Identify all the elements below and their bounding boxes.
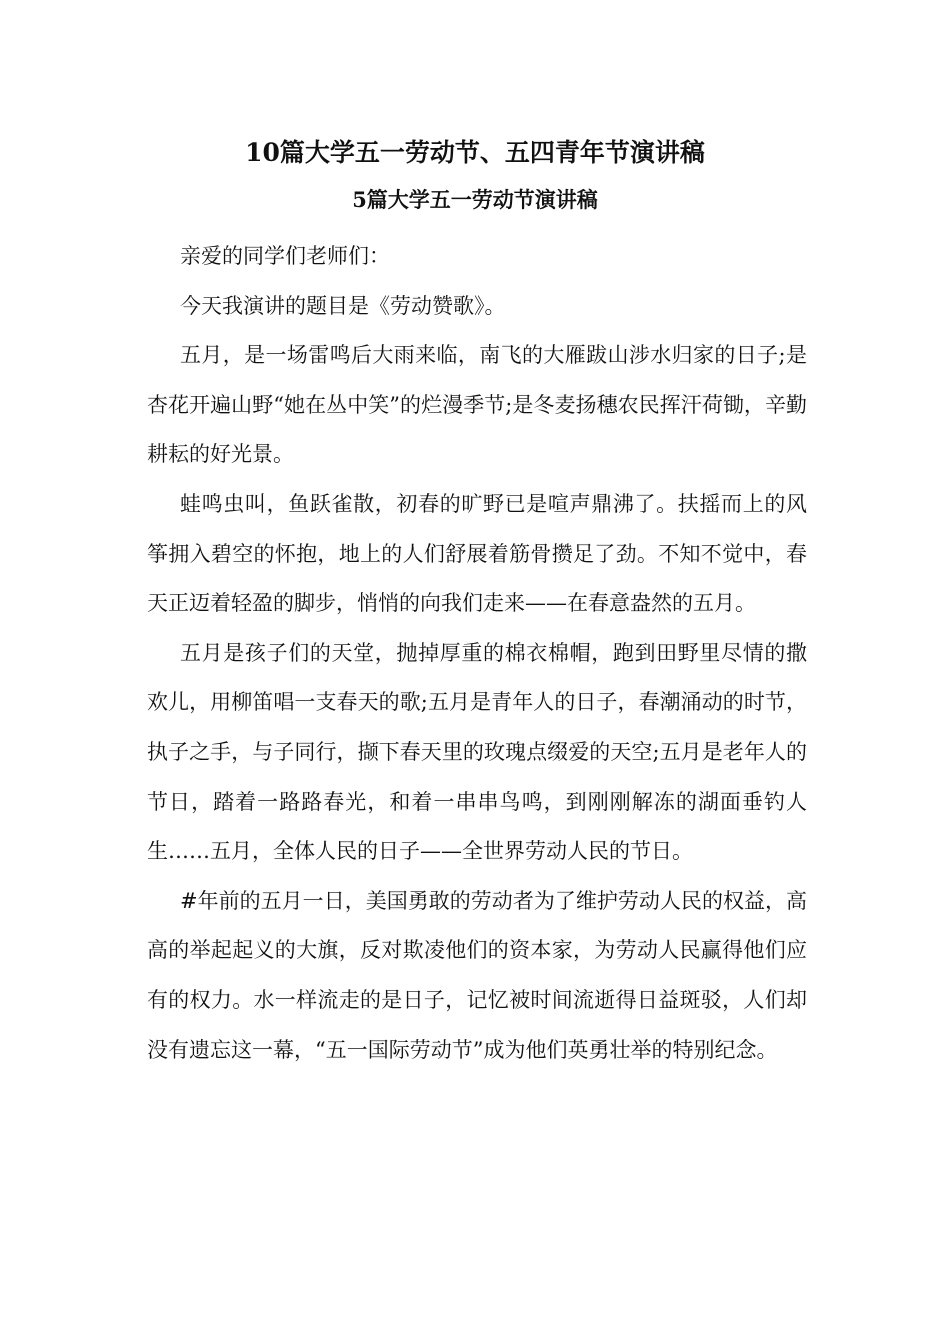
document-subtitle: 5篇大学五一劳动节演讲稿 xyxy=(352,187,598,212)
paragraph-spring: 蛙鸣虫叫，鱼跃雀散，初春的旷野已是喧声鼎沸了。扶摇而上的风筝拥入碧空的怀抱，地上的人们舒展着筋骨攒足了劲。不知不觉中，春天正迈着轻盈的脚步，悄悄的向我们走来——在春意盎然的五月。 xyxy=(147,491,807,616)
paragraph-may-people: 五月是孩子们的天堂，抛掉厚重的棉衣棉帽，跑到田野里尽情的撒欢儿，用柳笛唱一支春天的歌;五月是青年人的日子，春潮涌动的时节，执子之手，与子同行，撷下春天里的玫瑰点缀爱的天空;五月是老年人的节日，踏着一路路春光，和着一串串鸟鸣，到刚刚解冻的湖面垂钓人生……五月，全体人民的日子——全世界劳动人民的节日。 xyxy=(147,640,807,864)
document-title: 10篇大学五一劳动节、五四青年节演讲稿 xyxy=(245,138,705,167)
paragraph-topic: 今天我演讲的题目是《劳动赞歌》。 xyxy=(180,293,506,318)
document-body xyxy=(147,232,807,1075)
paragraph-history: #年前的五月一日，美国勇敢的劳动者为了维护劳动人民的权益，高高的举起起义的大旗，反对欺凌他们的资本家，为劳动人民赢得他们应有的权力。水一样流走的是日子，记忆被时间流逝得日益斑驳，人们却没有遗忘这一幕，“五一国际劳动节”成为他们英勇壮举的特别纪念。 xyxy=(147,888,807,1062)
paragraph-may-intro: 五月，是一场雷鸣后大雨来临，南飞的大雁跋山涉水归家的日子;是杏花开遍山野“她在丛中笑”的烂漫季节;是冬麦扬穗农民挥汗荷锄，辛勤耕耘的好光景。 xyxy=(147,343,807,467)
paragraph-greeting: 亲爱的同学们老师们： xyxy=(180,244,390,268)
